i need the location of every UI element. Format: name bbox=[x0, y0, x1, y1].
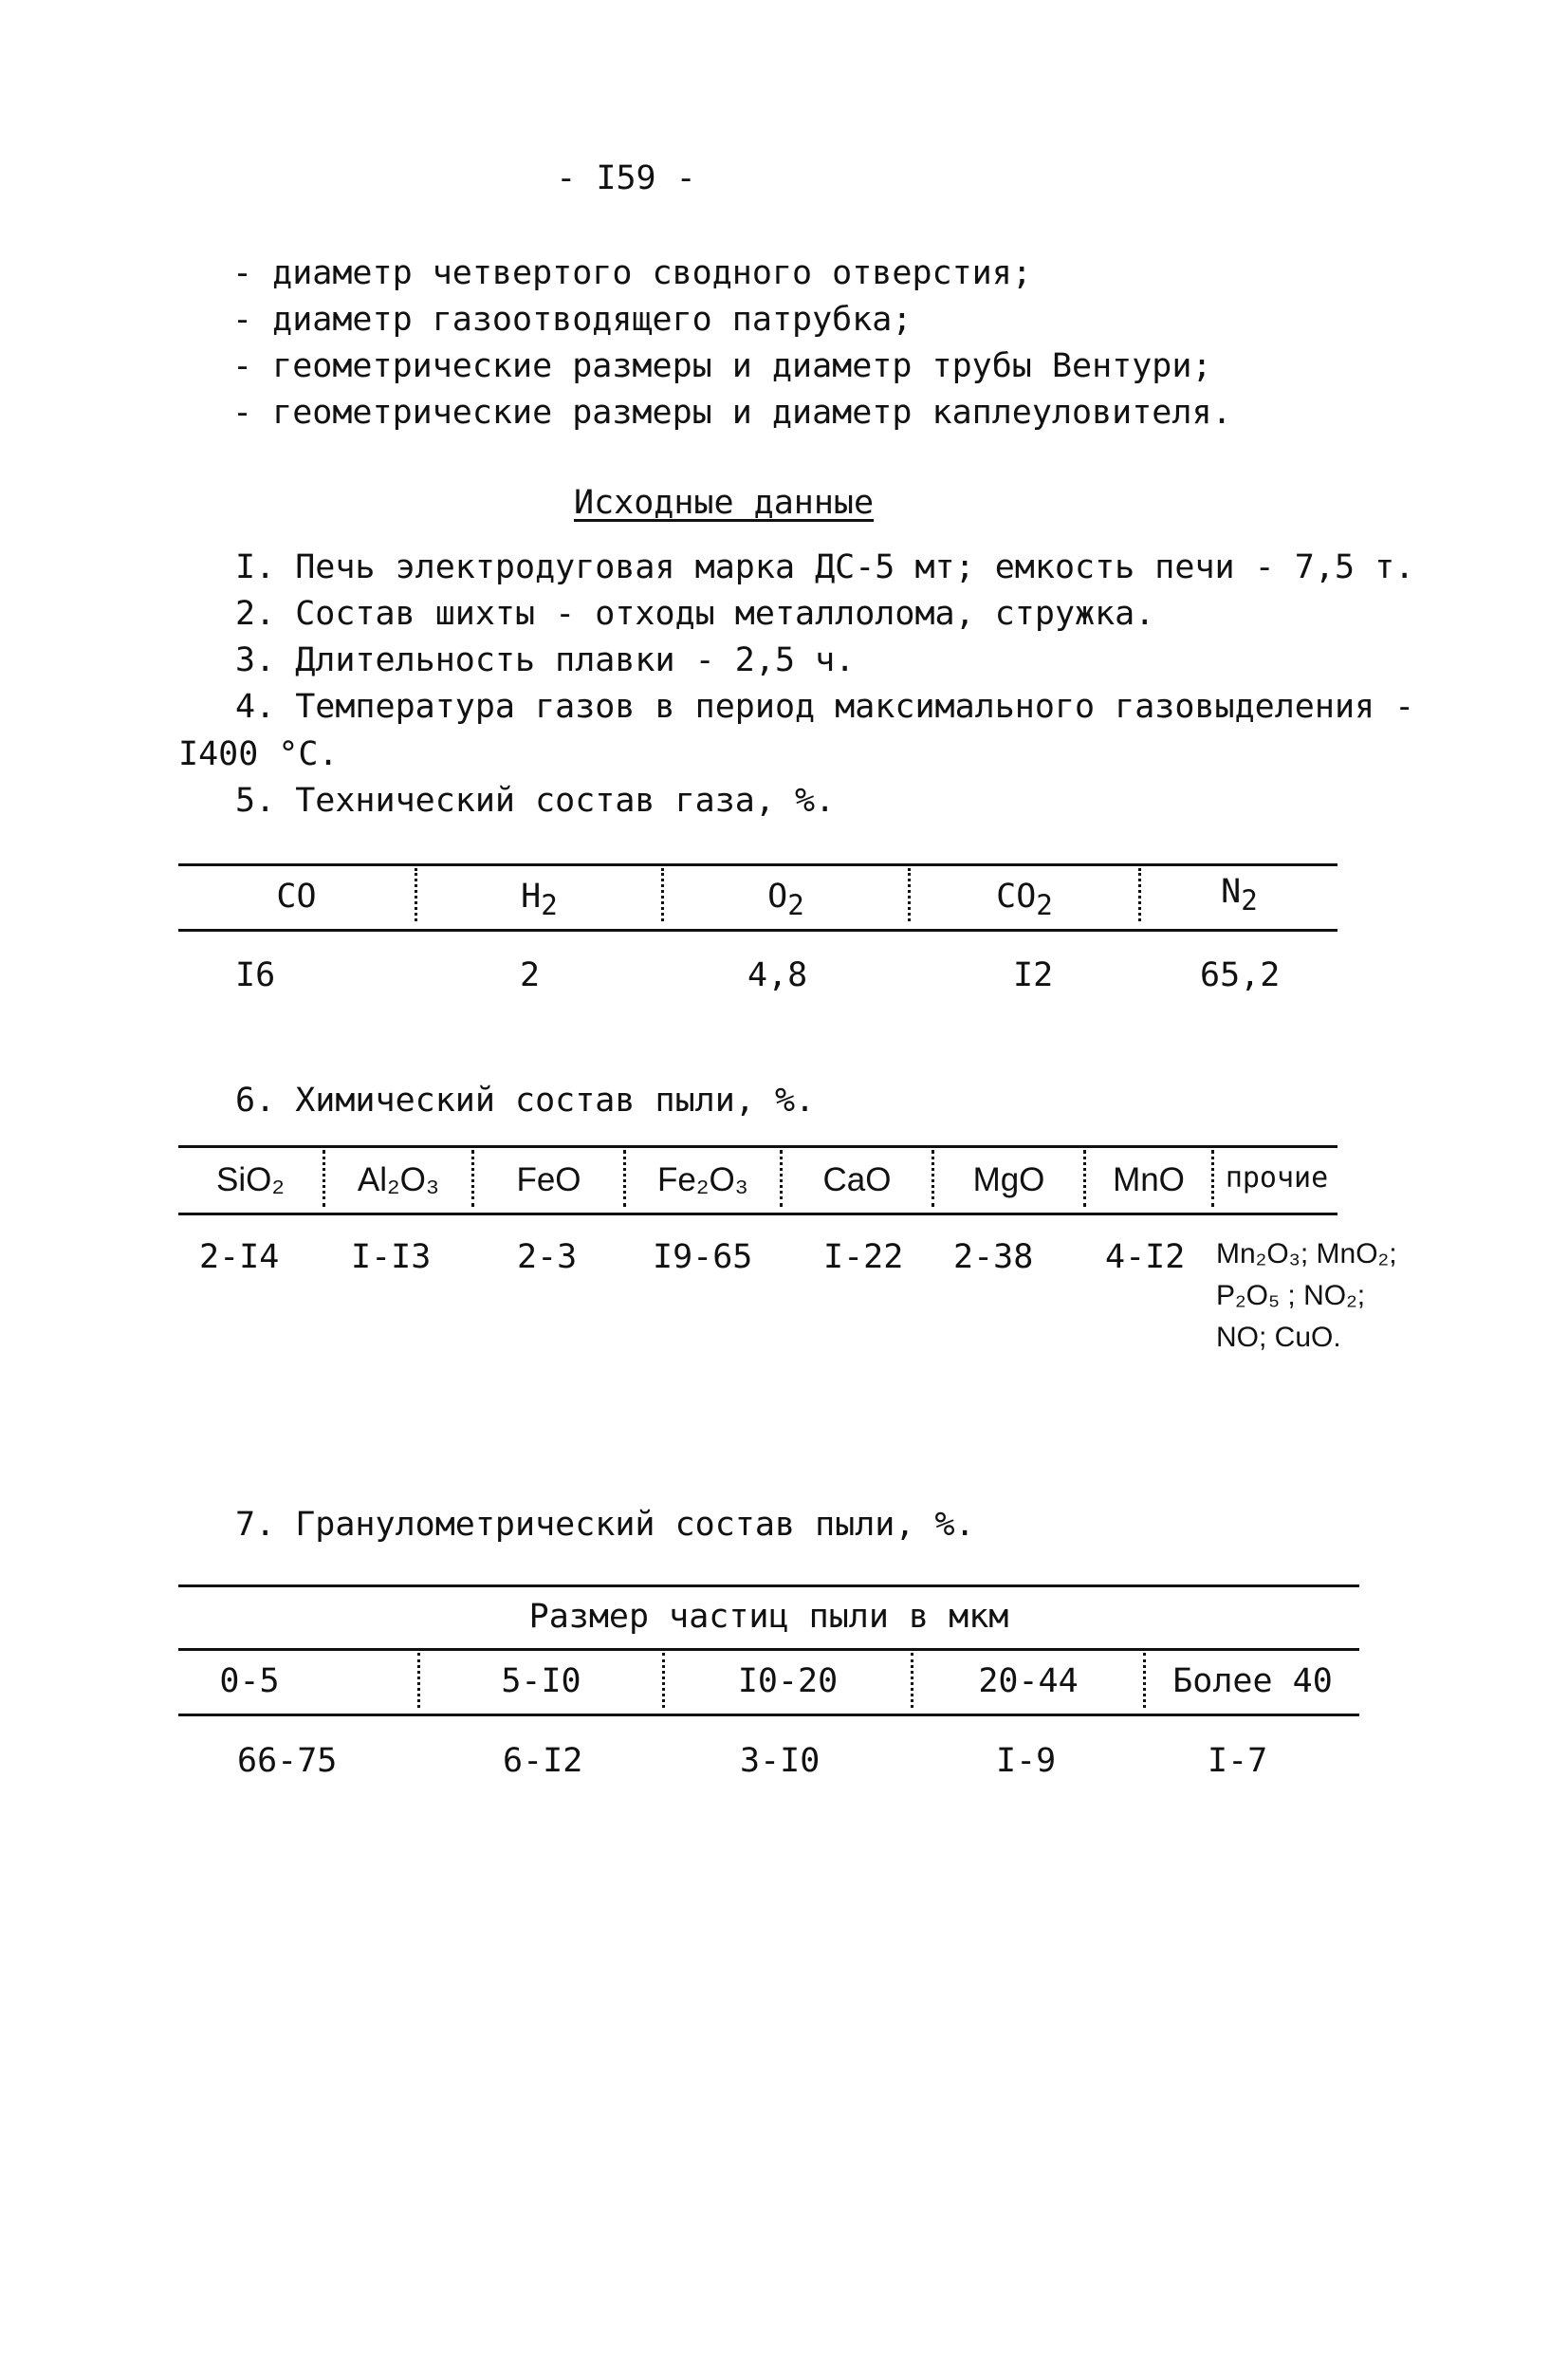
header-rule bbox=[178, 929, 1337, 932]
page-number: - I59 - bbox=[556, 159, 696, 197]
column-header: 5-I0 bbox=[501, 1662, 581, 1700]
table-cell: 4-I2 bbox=[1105, 1238, 1186, 1276]
column-header: 0-5 bbox=[219, 1662, 280, 1700]
column-header: MgO bbox=[972, 1161, 1045, 1198]
table-top-rule bbox=[178, 1145, 1337, 1148]
table-cell: I6 bbox=[235, 956, 276, 994]
other-line: NO; CuO. bbox=[1216, 1322, 1341, 1353]
item-7: 7. Гранулометрический состав пыли, %. bbox=[235, 1506, 975, 1544]
column-header: CO bbox=[276, 878, 317, 916]
table-cell: I-9 bbox=[996, 1742, 1057, 1780]
column-header: Fe₂O₃ bbox=[657, 1161, 748, 1198]
table-cell: 6-I2 bbox=[503, 1742, 583, 1780]
column-header: CaO bbox=[822, 1161, 892, 1198]
list-item: - диаметр газоотводящего патрубка; bbox=[232, 301, 913, 339]
column-header: $CO_2$ bbox=[996, 878, 1053, 921]
table-cell: 2-38 bbox=[953, 1238, 1034, 1276]
other-components bbox=[1216, 1233, 1397, 1359]
item-5: 5. Технический состав газа, %. bbox=[235, 782, 836, 820]
table-cell: 2-I4 bbox=[199, 1238, 280, 1276]
item-6: 6. Химический состав пыли, %. bbox=[235, 1082, 816, 1120]
other-line: P₂O₅ ; NO₂; bbox=[1216, 1280, 1366, 1311]
table-cell: 2 bbox=[520, 956, 541, 994]
table-cell: I2 bbox=[1013, 956, 1054, 994]
table-top-rule bbox=[178, 863, 1337, 866]
column-header: $O_2$ bbox=[767, 878, 804, 921]
section-heading: Исходные данные bbox=[574, 484, 875, 522]
list-item: - геометрические размеры и диаметр трубы Вентури; bbox=[232, 347, 1212, 385]
column-header: MnO bbox=[1113, 1161, 1185, 1198]
item-4: 4. Температура газов в период максимального газовыделения - bbox=[235, 688, 1415, 726]
table-cell: I-I3 bbox=[351, 1238, 432, 1276]
table-cell: 4,8 bbox=[747, 956, 808, 994]
item-3: 3. Длительность плавки - 2,5 ч. bbox=[235, 641, 856, 679]
other-line: Mn₂O₃; MnO₂; bbox=[1216, 1238, 1397, 1269]
column-header: $N_2$ bbox=[1221, 873, 1258, 917]
table-cell: I-7 bbox=[1208, 1742, 1268, 1780]
list-item: - диаметр четвертого сводного отверстия; bbox=[232, 254, 1032, 292]
item-1: I. Печь электродуговая марка ДС-5 мт; емкость печи - 7,5 т. bbox=[235, 548, 1415, 586]
table-caption: Размер частиц пыли в мкм bbox=[528, 1598, 1009, 1636]
table-cell: I9-65 bbox=[653, 1238, 753, 1276]
list-item: - геометрические размеры и диаметр каплеуловителя. bbox=[232, 394, 1232, 432]
column-header: 20-44 bbox=[978, 1662, 1079, 1700]
table-cell: 3-I0 bbox=[740, 1742, 821, 1780]
item-4-continued: I400 °C. bbox=[178, 735, 339, 773]
table-top-rule bbox=[178, 1584, 1359, 1587]
table-cell: 65,2 bbox=[1200, 956, 1281, 994]
item-2: 2. Состав шихты - отходы металлолома, стружка. bbox=[235, 595, 1155, 633]
column-divider bbox=[1211, 1150, 1214, 1207]
table-cell: 66-75 bbox=[237, 1742, 338, 1780]
column-header: FeO bbox=[516, 1161, 581, 1198]
column-header: I0-20 bbox=[737, 1662, 839, 1700]
column-header: Более 40 bbox=[1172, 1662, 1333, 1700]
table-cell: 2-3 bbox=[517, 1238, 578, 1276]
column-header: $H_2$ bbox=[521, 878, 558, 921]
column-header: Al₂O₃ bbox=[357, 1161, 440, 1198]
caption-rule bbox=[178, 1648, 1359, 1651]
header-rule bbox=[178, 1213, 1337, 1215]
column-header: прочие bbox=[1225, 1161, 1329, 1195]
table-cell: I-22 bbox=[823, 1238, 904, 1276]
column-header: SiO₂ bbox=[216, 1161, 285, 1198]
header-rule bbox=[178, 1714, 1359, 1716]
